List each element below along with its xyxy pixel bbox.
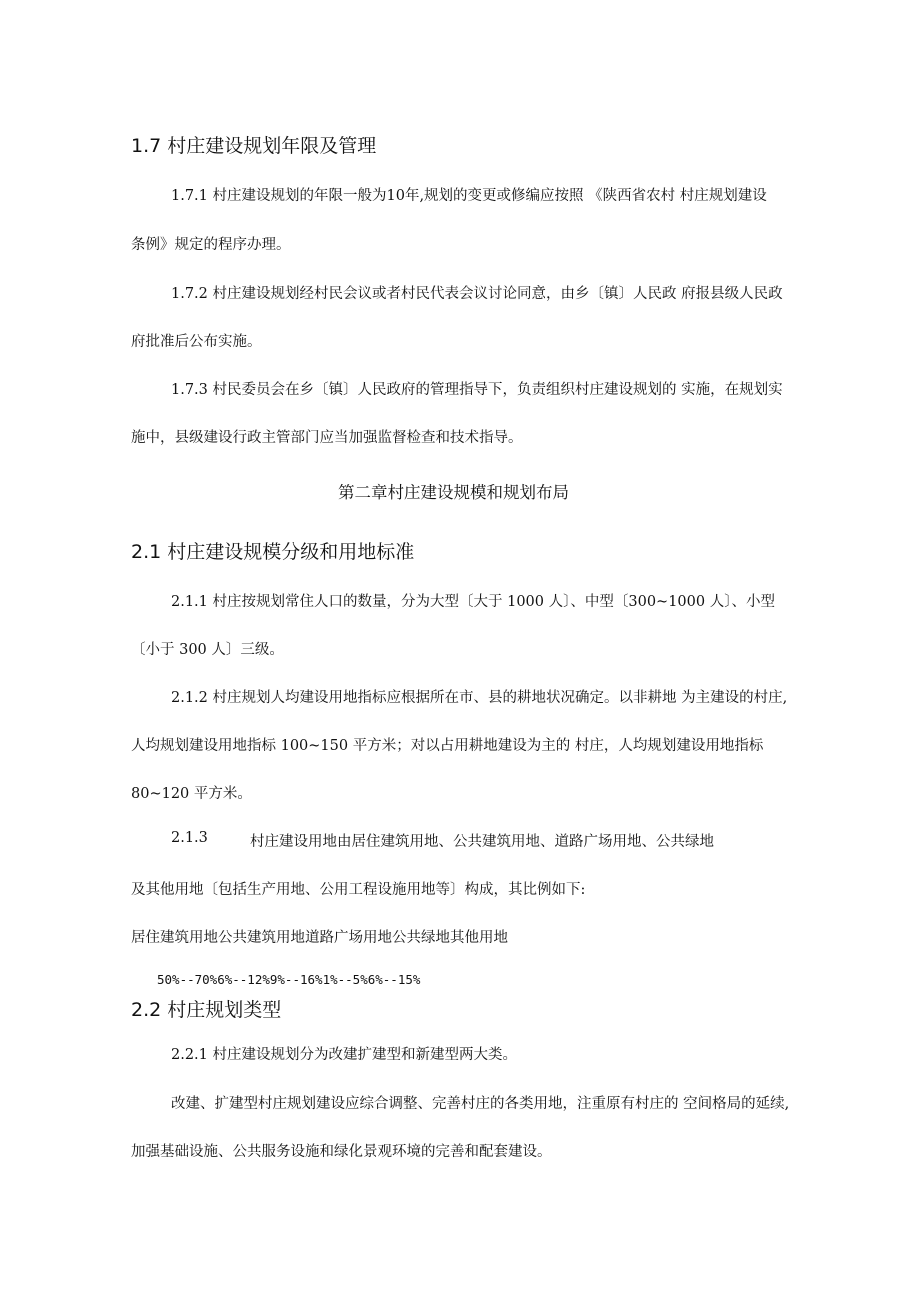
paragraph-2-1-1-line2: 〔小于 300 人〕三级。: [131, 642, 284, 658]
land-use-table-values: 50%--70%6%--12%9%--16%1%--5%6%--15%: [157, 972, 421, 987]
chapter-2-title: 第二章村庄建设规模和规划布局: [338, 483, 569, 502]
paragraph-2-1-3-number: 2.1.3: [171, 830, 208, 846]
section-2-2-heading: 2.2 村庄规划类型: [131, 999, 282, 1021]
paragraph-rebuild-line2: 加强基础设施、公共服务设施和绿化景观环境的完善和配套建设。: [131, 1144, 552, 1160]
paragraph-1-7-1-line1: 1.7.1 村庄建设规划的年限一般为10年,规划的变更或修编应按照 《陕西省农村 村庄规划建设: [171, 188, 767, 204]
paragraph-1-7-2-line1: 1.7.2 村庄建设规划经村民会议或者村民代表会议讨论同意，由乡〔镇〕人民政 府报县级人民政: [171, 286, 783, 302]
paragraph-2-1-3-line1: 村庄建设用地由居住建筑用地、公共建筑用地、道路广场用地、公共绿地: [250, 834, 714, 850]
section-1-7-heading: 1.7 村庄建设规划年限及管理: [131, 135, 377, 157]
paragraph-2-2-1: 2.2.1 村庄建设规划分为改建扩建型和新建型两大类。: [171, 1047, 518, 1063]
paragraph-2-1-2-line1: 2.1.2 村庄规划人均建设用地指标应根据所在市、县的耕地状况确定。以非耕地 为主建设的村庄,: [171, 690, 788, 706]
paragraph-1-7-2-line2: 府批准后公布实施。: [131, 334, 262, 350]
paragraph-rebuild-line1: 改建、扩建型村庄规划建设应综合调整、完善村庄的各类用地，注重原有村庄的 空间格局的延续,: [171, 1096, 790, 1112]
land-use-table-header: 居住建筑用地公共建筑用地道路广场用地公共绿地其他用地: [131, 930, 508, 946]
paragraph-2-1-3-line2: 及其他用地〔包括生产用地、公用工程设施用地等〕构成，其比例如下:: [131, 882, 586, 898]
paragraph-1-7-3-line1: 1.7.3 村民委员会在乡〔镇〕人民政府的管理指导下，负责组织村庄建设规划的 实施，在规划实: [171, 382, 783, 398]
paragraph-1-7-1-line2: 条例》规定的程序办理。: [131, 237, 291, 253]
paragraph-2-1-2-line3: 80~120 平方米。: [131, 786, 252, 802]
paragraph-2-1-2-line2: 人均规划建设用地指标 100~150 平方米；对以占用耕地建设为主的 村庄，人均规划建设用地指标: [131, 738, 764, 754]
paragraph-2-1-1-line1: 2.1.1 村庄按规划常住人口的数量，分为大型〔大于 1000 人〕、中型〔300~1000 人〕、小型: [171, 594, 775, 610]
section-2-1-heading: 2.1 村庄建设规模分级和用地标准: [131, 541, 415, 563]
paragraph-1-7-3-line2: 施中，县级建设行政主管部门应当加强监督检查和技术指导。: [131, 430, 523, 446]
